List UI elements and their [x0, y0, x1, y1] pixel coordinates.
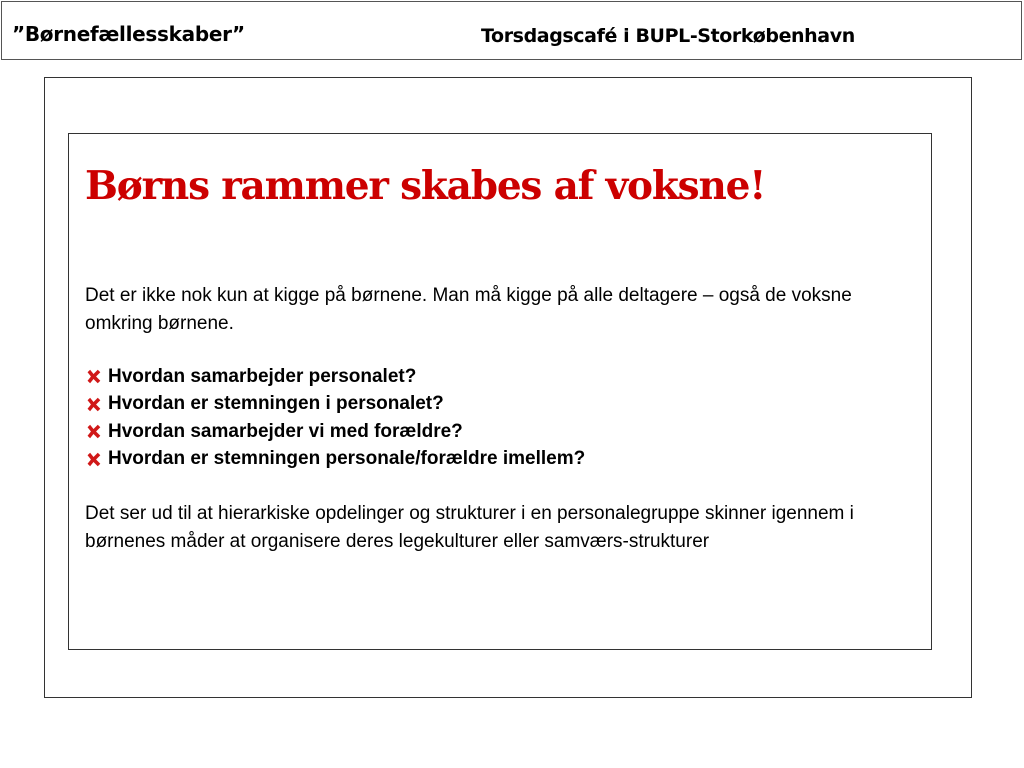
content-frame — [68, 133, 932, 650]
x-mark-icon — [85, 451, 102, 468]
header-left-title: ”Børnefællesskaber” — [12, 22, 245, 46]
list-item — [85, 446, 585, 474]
slide-header — [1, 1, 1022, 60]
list-item-label: Hvordan samarbejder vi med forældre? — [108, 420, 463, 442]
x-mark-icon — [85, 423, 102, 440]
x-mark-icon — [85, 368, 102, 385]
x-mark-icon — [85, 396, 102, 413]
header-right-title: Torsdagscafé i BUPL-Storkøbenhavn — [481, 25, 855, 47]
list-item-label: Hvordan er stemningen personale/forældre imellem? — [108, 448, 586, 470]
closing-paragraph: Det ser ud til at hierarkiske opdelinger og strukturer i en personalegruppe skinner igennem i børnenes måder at organisere deres legekulturer eller samværs-strukturer — [85, 503, 854, 552]
list-item — [85, 418, 585, 446]
list-item-label: Hvordan samarbejder personalet? — [108, 365, 417, 387]
question-list — [85, 363, 585, 473]
slide-title: Børns rammer skabes af voksne! — [85, 163, 766, 209]
list-item — [85, 391, 585, 419]
list-item-label: Hvordan er stemningen i personalet? — [108, 393, 444, 415]
intro-paragraph: Det er ikke nok kun at kigge på børnene. Man må kigge på alle deltagere – også de voksne omkring børnene. — [85, 285, 852, 334]
list-item — [85, 363, 585, 391]
